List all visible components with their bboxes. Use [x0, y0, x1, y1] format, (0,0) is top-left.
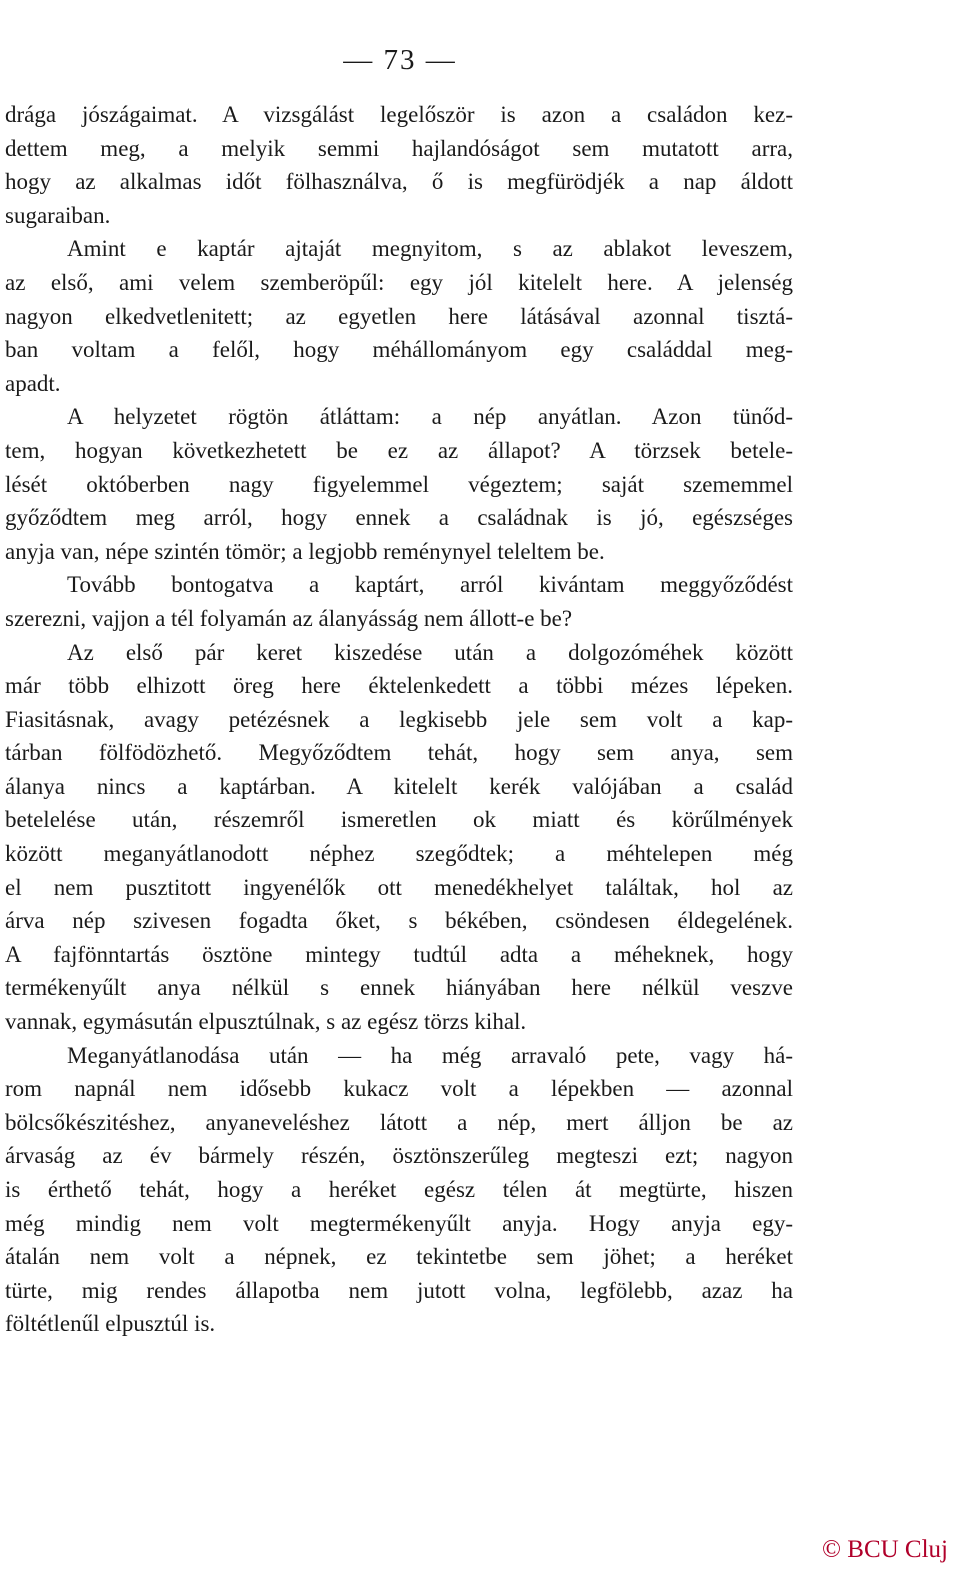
text-line: is érthető tehát, hogy a heréket egész télen át megtürte, hiszen [5, 1177, 793, 1202]
text-line: sugaraiban. [5, 202, 111, 228]
text-line: bölcsőkészitéshez, anyaneveléshez látott a nép, mert álljon be az [5, 1109, 793, 1135]
text-line: A fajfönntartás ösztöne mintegy tudtúl adta a méheknek, hogy [5, 941, 793, 967]
text-line: dettem meg, a melyik semmi hajlandóságot sem mutatott arra, [5, 135, 793, 161]
text-line: apadt. [5, 370, 61, 396]
text-line: tárban fölfödözhető. Megyőződtem tehát, hogy sem anya, sem [5, 740, 793, 766]
page-number: — 73 — [343, 44, 457, 76]
text-line: Fiasitásnak, avagy petézésnek a legkisebb jele sem volt a kap- [5, 706, 793, 732]
text-line: hogy az alkalmas időt fölhasználva, ő is megfürödjék a nap áldott [5, 169, 793, 195]
text-line: átalán nem volt a népnek, ez tekintetbe sem jöhet; a heréket [5, 1244, 793, 1270]
text-line: árvaság az év bármely részén, ösztönszerűleg megteszi ezt; nagyon [5, 1143, 793, 1169]
text-line: nagyon elkedvetlenitett; az egyetlen here látásával azonnal tisztá- [5, 303, 793, 329]
paragraph [5, 1039, 793, 1341]
text-line: árva nép szivesen fogadta őket, s békében, csöndesen éldegelének. [5, 908, 793, 934]
text-line: lését októberben nagy figyelemmel végeztem; saját szememmel [5, 471, 793, 497]
body-text [5, 98, 793, 1341]
text-line: álanya nincs a kaptárban. A kitelelt kerék valójában a család [5, 773, 793, 799]
text-line: el nem pusztitott ingyenélők ott menedékhelyet találtak, hol az [5, 874, 793, 900]
text-line: még mindig nem volt megtermékenyűlt anyja. Hogy anyja egy- [5, 1210, 793, 1236]
text-line: drága jószágaimat. A vizsgálást legelőször is azon a családon kez- [5, 102, 793, 127]
text-line: győződtem meg arról, hogy ennek a családnak is jó, egészséges [5, 505, 793, 531]
text-line: Az első pár keret kiszedése után a dolgozóméhek között [67, 639, 793, 665]
text-line: között meganyátlanodott néphez szegődtek; a méhtelepen még [5, 841, 793, 867]
text-line: A helyzetet rögtön átláttam: a nép anyátlan. Azon tünőd- [67, 404, 793, 430]
text-line: föltétlenűl elpusztúl is. [5, 1311, 216, 1337]
text-line: rom napnál nem idősebb kukacz volt a lépekben — azonnal [5, 1076, 793, 1102]
text-line: betelelése után, részemről ismeretlen ok miatt és körűlmények [5, 807, 793, 833]
paragraph [5, 400, 793, 568]
text-line: Meganyátlanodása után — ha még arravaló pete, vagy há- [67, 1042, 793, 1068]
text-line: vannak, egymásután elpusztúlnak, s az egész törzs kihal. [5, 1009, 527, 1035]
text-line: ban voltam a felől, hogy méhállományom egy családdal meg- [5, 337, 793, 363]
library-watermark: © BCU Cluj [822, 1536, 948, 1563]
text-line: termékenyűlt anya nélkül s ennek hiányában here nélkül veszve [5, 975, 793, 1001]
text-line: Amint e kaptár ajtaját megnyitom, s az ablakot leveszem, [67, 236, 793, 262]
text-line: Tovább bontogatva a kaptárt, arról kivántam meggyőződést [67, 572, 793, 598]
text-line: türte, mig rendes állapotba nem jutott volna, legfölebb, azaz ha [5, 1277, 793, 1303]
paragraph [5, 568, 793, 635]
text-line: anyja van, népe szintén tömör; a legjobb reménynyel teleltem be. [5, 538, 605, 564]
text-line: az első, ami velem szemberöpűl: egy jól kitelelt here. A jelenség [5, 269, 793, 295]
text-line: szerezni, vajjon a tél folyamán az álanyásság nem állott-e be? [5, 605, 573, 631]
text-line: már több elhizott öreg here éktelenkedett a többi mézes lépeken. [5, 673, 793, 699]
paragraph [5, 232, 793, 400]
paragraph [5, 98, 793, 232]
text-line: tem, hogyan következhetett be ez az állapot? A törzsek betele- [5, 437, 793, 463]
paragraph [5, 636, 793, 1039]
